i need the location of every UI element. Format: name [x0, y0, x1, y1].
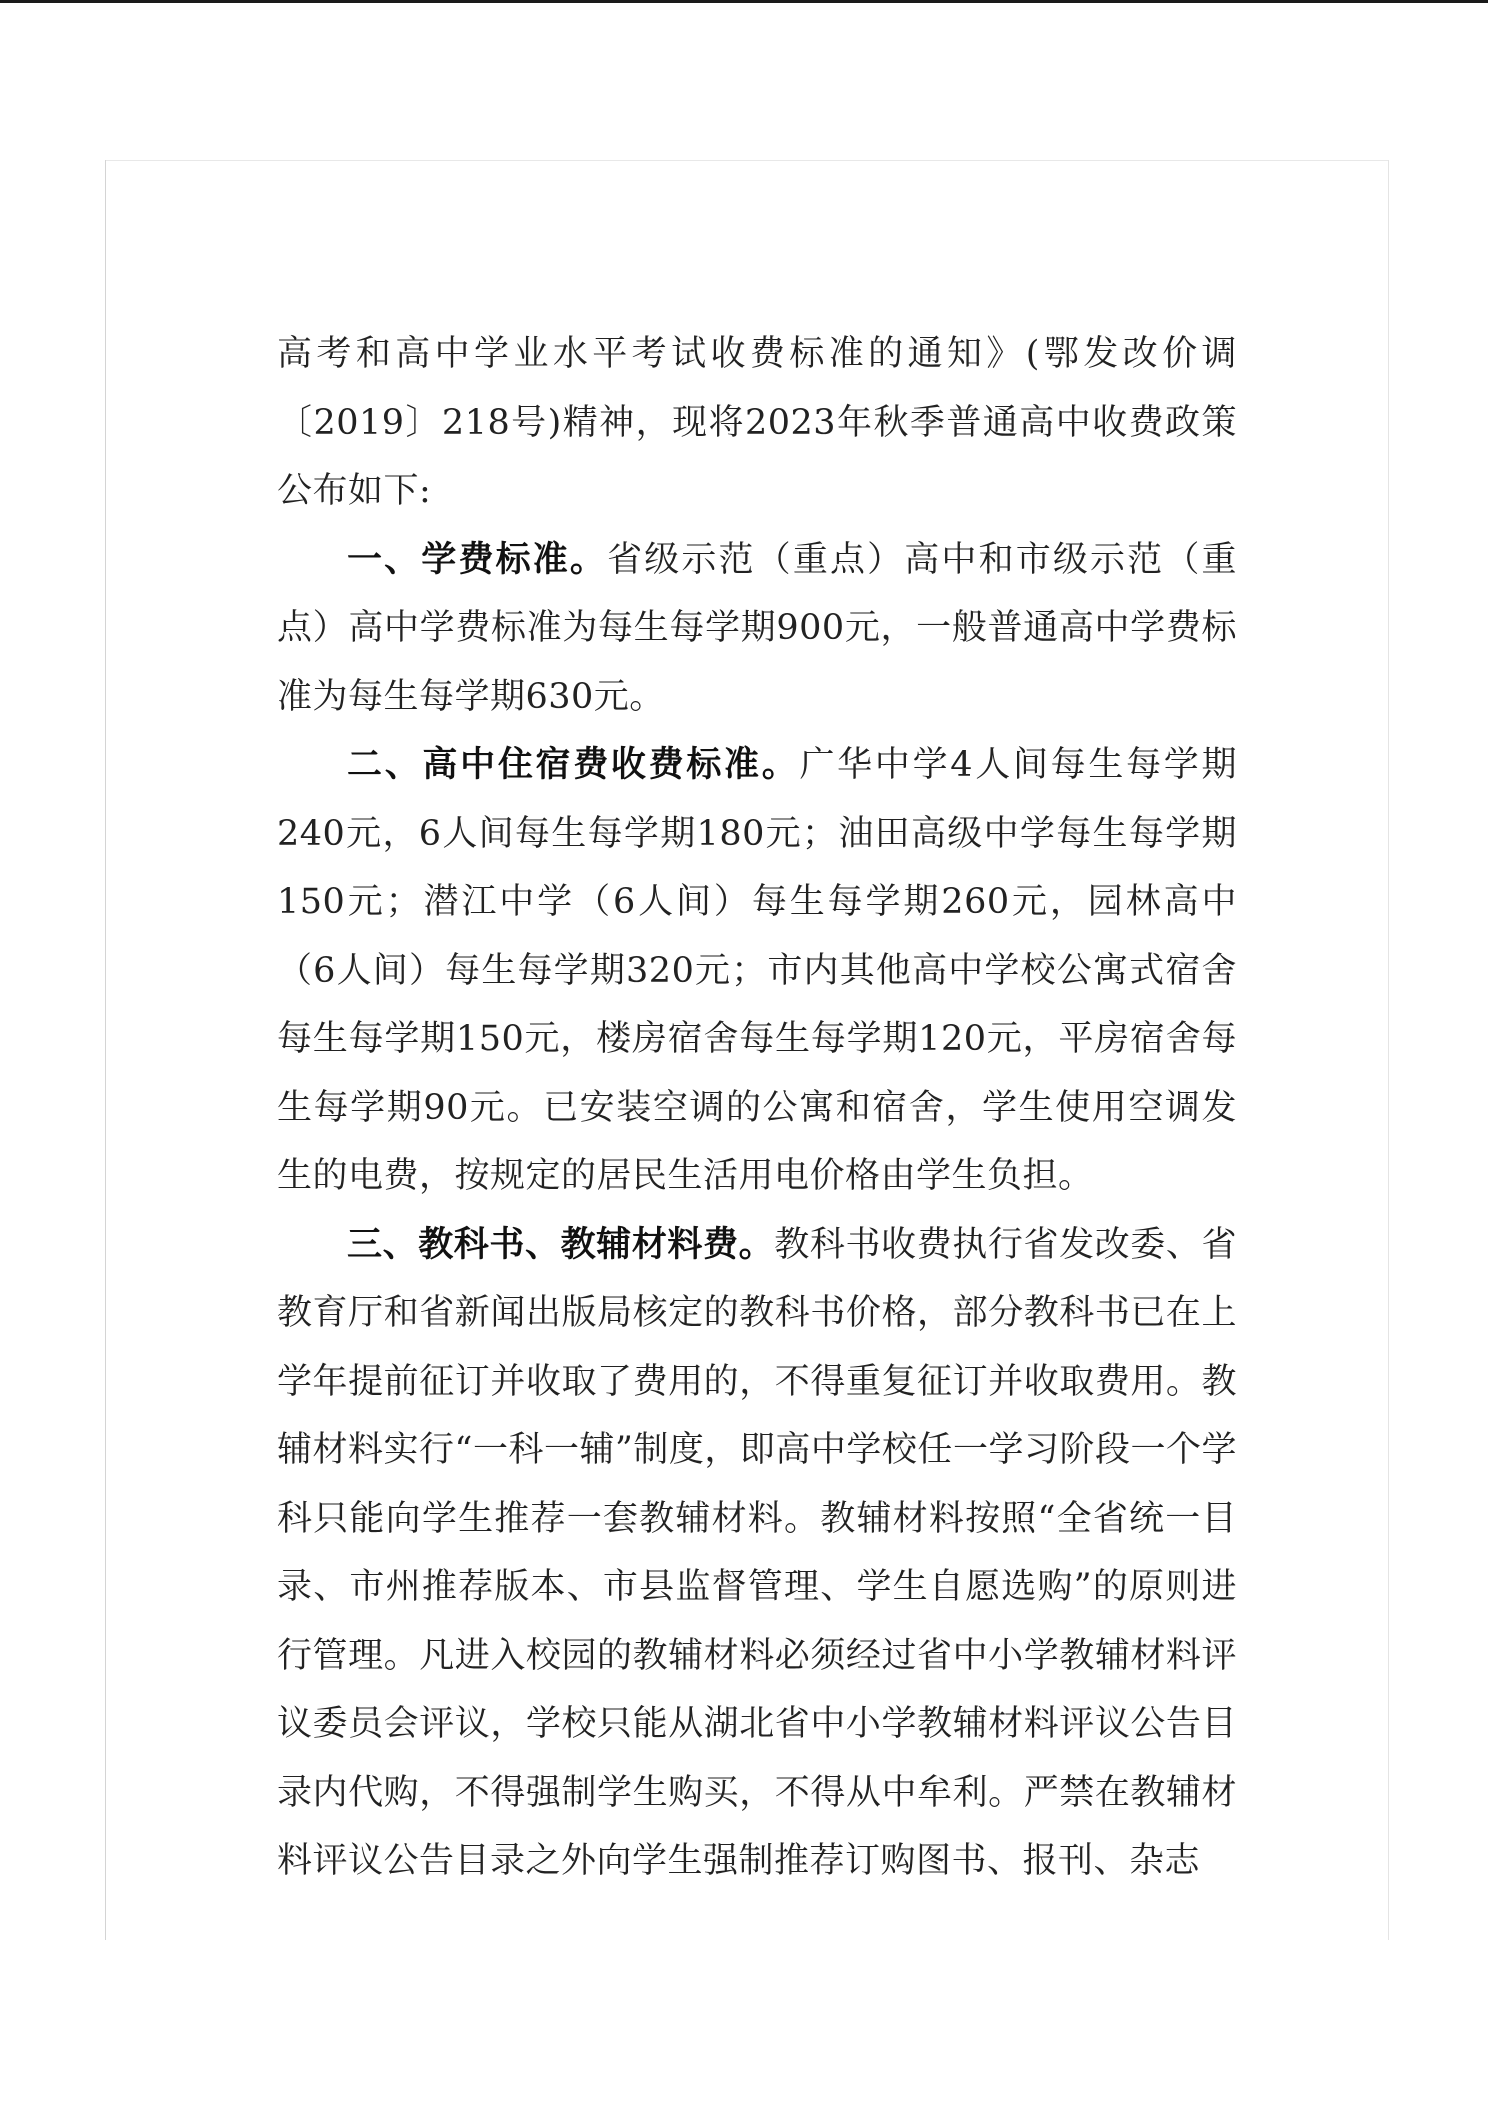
scan-page-edge-top [105, 160, 1389, 161]
section-heading: 二、高中住宿费收费标准。 [347, 745, 800, 785]
section-textbooks [277, 1211, 1237, 1896]
intro-paragraph: 高考和高中学业水平考试收费标准的通知》(鄂发改价调〔2019〕218号)精神，现将2023年秋季普通高中收费政策公布如下: [277, 334, 1237, 511]
section-tuition [277, 526, 1237, 732]
section-heading: 一、学费标准。 [347, 539, 608, 580]
section-text: 教科书收费执行省发改委、省教育厅和省新闻出版局核定的教科书价格，部分教科书已在上学年提前征订并收取了费用的，不得重复征订并收取费用。教辅材料实行“一科一辅”制度，即高中学校任一学习阶段一个学科只能向学生推荐一套教辅材料。教辅材料按照“全省统一目录、市州推荐版本、市县监督管理、学生自愿选购”的原则进行管理。凡进入校园的教辅材料必须经过省中小学教辅材料评议委员会评议，学校只能从湖北省中小学教辅材料评议公告目录内代购，不得强制学生购买，不得从中牟利。严禁在教辅材料评议公告目录之外向学生强制推荐订购图书、报刊、杂志 [277, 1224, 1237, 1881]
section-text: 广华中学4人间每生每学期240元，6人间每生每学期180元；油田高级中学每生每学期150元；潜江中学（6人间）每生每学期260元，园林高中（6人间）每生每学期320元；市内其他高中学校公寓式宿舍每生每学期150元，楼房宿舍每生每学期120元，平房宿舍每生每学期90元。已安装空调的公寓和宿舍，学生使用空调发生的电费，按规定的居民生活用电价格由学生负担。 [277, 745, 1237, 1196]
scan-border-top [0, 0, 1488, 3]
scan-page-edge-left [105, 160, 106, 1940]
section-heading: 三、教科书、教辅材料费。 [347, 1224, 775, 1265]
document-body [277, 320, 1237, 1896]
section-accommodation [277, 731, 1237, 1211]
scan-page-edge-right [1388, 160, 1389, 1940]
section-text: 省级示范（重点）高中和市级示范（重点）高中学费标准为每生每学期900元，一般普通高中学费标准为每生每学期630元。 [277, 539, 1237, 717]
